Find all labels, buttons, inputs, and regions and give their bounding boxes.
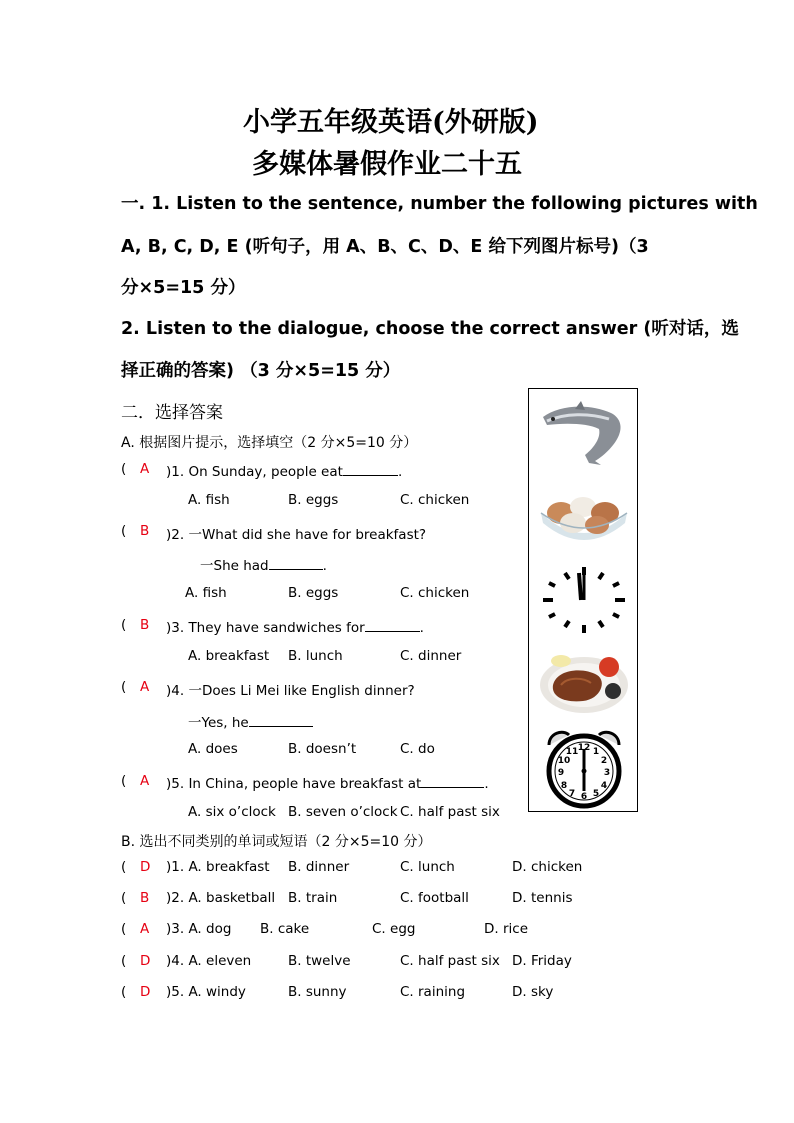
option: )1. A. breakfast xyxy=(166,859,270,875)
paren-open: ( xyxy=(121,890,127,906)
svg-text:1: 1 xyxy=(592,747,600,757)
question-a3: )3. They have sandwiches for . xyxy=(166,617,424,636)
answer-b1: D xyxy=(140,859,151,875)
option: C. half past six xyxy=(400,804,500,820)
paren-open: ( xyxy=(121,679,127,695)
svg-text:8: 8 xyxy=(560,781,568,791)
option: )5. A. windy xyxy=(166,984,246,1000)
paren-open: ( xyxy=(121,984,127,1000)
question-a2-line2: 一She had . xyxy=(200,554,327,574)
option: C. chicken xyxy=(400,585,470,601)
question-a4: )4. 一Does Li Mei like English dinner? xyxy=(166,683,415,699)
svg-text:7: 7 xyxy=(568,789,576,799)
option: C. chicken xyxy=(400,492,470,508)
paren-open: ( xyxy=(121,921,127,937)
answer-a3: B xyxy=(140,617,150,633)
partB-heading: B. 选出不同类别的单词或短语（2 分×5=10 分） xyxy=(121,834,432,850)
question-a1: )1. On Sunday, people eat . xyxy=(166,461,402,480)
option: B. lunch xyxy=(288,648,343,664)
svg-text:4: 4 xyxy=(600,781,608,791)
option: C. dinner xyxy=(400,648,462,664)
partA-heading: A. 根据图片提示，选择填空（2 分×5=10 分） xyxy=(121,435,418,451)
option: B. dinner xyxy=(288,859,350,875)
option: B. doesn’t xyxy=(288,741,357,757)
option: C. egg xyxy=(372,921,416,937)
six-oclock-alarm-picture xyxy=(539,727,629,809)
option: A. does xyxy=(188,741,238,757)
option: C. lunch xyxy=(400,859,455,875)
section1-line1: 一. 1. Listen to the sentence, number the following pictures with xyxy=(121,194,758,214)
clock-numeral-3: 3 xyxy=(603,768,611,778)
option: A. breakfast xyxy=(188,648,270,664)
option: C. football xyxy=(400,890,469,906)
question-a5: )5. In China, people have breakfast at . xyxy=(166,773,489,792)
option: C. half past six xyxy=(400,953,500,969)
option: )2. A. basketball xyxy=(166,890,276,906)
clock-numeral-9: 9 xyxy=(557,768,565,778)
question-a2: )2. 一What did she have for breakfast? xyxy=(166,527,427,543)
answer-b3: A xyxy=(140,921,150,937)
option: B. eggs xyxy=(288,492,339,508)
option: A. fish xyxy=(185,585,227,601)
paren-open: ( xyxy=(121,773,127,789)
option: B. eggs xyxy=(288,585,339,601)
clock-numeral-6: 6 xyxy=(580,792,588,802)
page-subtitle: 多媒体暑假作业二十五 xyxy=(252,149,522,180)
paren-open: ( xyxy=(121,523,127,539)
option: D. tennis xyxy=(512,890,573,906)
option: B. seven o’clock xyxy=(288,804,398,820)
answer-b5: D xyxy=(140,984,151,1000)
twelve-oclock-picture xyxy=(539,563,629,637)
answer-b4: D xyxy=(140,953,151,969)
answer-a1: A xyxy=(140,461,150,477)
svg-text:10: 10 xyxy=(557,756,571,766)
page-title: 小学五年级英语(外研版) xyxy=(243,107,539,138)
option: D. rice xyxy=(484,921,529,937)
option: A. fish xyxy=(188,492,230,508)
option: B. cake xyxy=(260,921,310,937)
paren-open: ( xyxy=(121,617,127,633)
svg-text:2: 2 xyxy=(600,756,608,766)
section1-line3: 分×5=15 分） xyxy=(121,278,246,298)
option: B. train xyxy=(288,890,338,906)
section2-heading: 二．选择答案 xyxy=(121,403,223,423)
question-a4-line2: 一Yes, he xyxy=(188,711,313,731)
option: B. twelve xyxy=(288,953,351,969)
option: )4. A. eleven xyxy=(166,953,252,969)
answer-a5: A xyxy=(140,773,150,789)
svg-text:11: 11 xyxy=(565,747,579,757)
answer-a4: A xyxy=(140,679,150,695)
paren-open: ( xyxy=(121,461,127,477)
section1-line4: 2. Listen to the dialogue, choose the correct answer (听对话，选 xyxy=(121,319,739,339)
option: B. sunny xyxy=(288,984,347,1000)
fish-picture xyxy=(539,395,629,467)
option: D. Friday xyxy=(512,953,572,969)
option: C. raining xyxy=(400,984,466,1000)
section1-line5: 择正确的答案) （3 分×5=15 分） xyxy=(121,361,401,381)
section1-line2: A, B, C, D, E (听句子，用 A、B、C、D、E 给下列图片标号)（3 xyxy=(121,237,649,257)
option: C. do xyxy=(400,741,435,757)
option: A. six o’clock xyxy=(188,804,276,820)
paren-open: ( xyxy=(121,953,127,969)
option: D. sky xyxy=(512,984,554,1000)
picture-column xyxy=(528,388,638,812)
answer-a2: B xyxy=(140,523,150,539)
steak-dinner-picture xyxy=(539,645,629,717)
paren-open: ( xyxy=(121,859,127,875)
eggs-picture xyxy=(539,483,629,547)
option: D. chicken xyxy=(512,859,583,875)
answer-b2: B xyxy=(140,890,150,906)
clock-numeral-12: 12 xyxy=(577,743,591,753)
option: )3. A. dog xyxy=(166,921,232,937)
svg-text:5: 5 xyxy=(592,789,600,799)
